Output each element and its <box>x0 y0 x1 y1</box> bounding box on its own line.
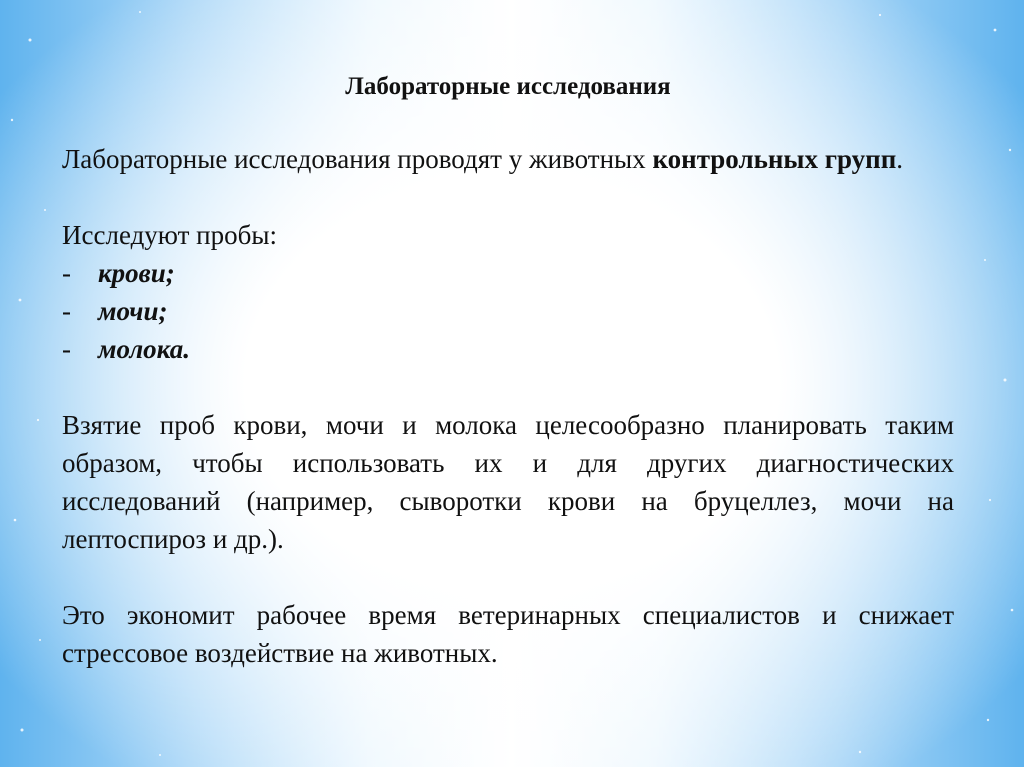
list-dash: - <box>62 334 71 364</box>
samples-list <box>62 254 954 368</box>
sample-blood: крови; <box>98 258 175 288</box>
list-item <box>62 254 954 292</box>
list-item <box>62 330 954 368</box>
intro-bold: контрольных групп <box>652 144 897 174</box>
list-dash: - <box>62 296 71 326</box>
economy-paragraph: Это экономит рабочее время ветеринарных специалистов и снижает стрессовое воздействие на животных. <box>62 600 954 668</box>
list-dash: - <box>62 258 71 288</box>
intro-end: . <box>896 144 904 174</box>
slide-content <box>62 68 954 672</box>
planning-paragraph: Взятие проб крови, мочи и молока целесообразно планировать таким образом, чтобы использовать их и для других диагностических исследований (например, сыворотки крови на бруцеллез, мочи на лептоспироз и др.). <box>62 410 954 554</box>
intro-text: Лабораторные исследования проводят у животных <box>62 144 653 174</box>
slide-title: Лабораторные исследования <box>345 73 671 100</box>
list-item <box>62 292 954 330</box>
samples-heading: Исследуют пробы: <box>62 220 277 250</box>
sample-urine: мочи; <box>98 296 168 326</box>
sample-milk: молока. <box>98 334 190 364</box>
intro-paragraph <box>62 140 954 178</box>
